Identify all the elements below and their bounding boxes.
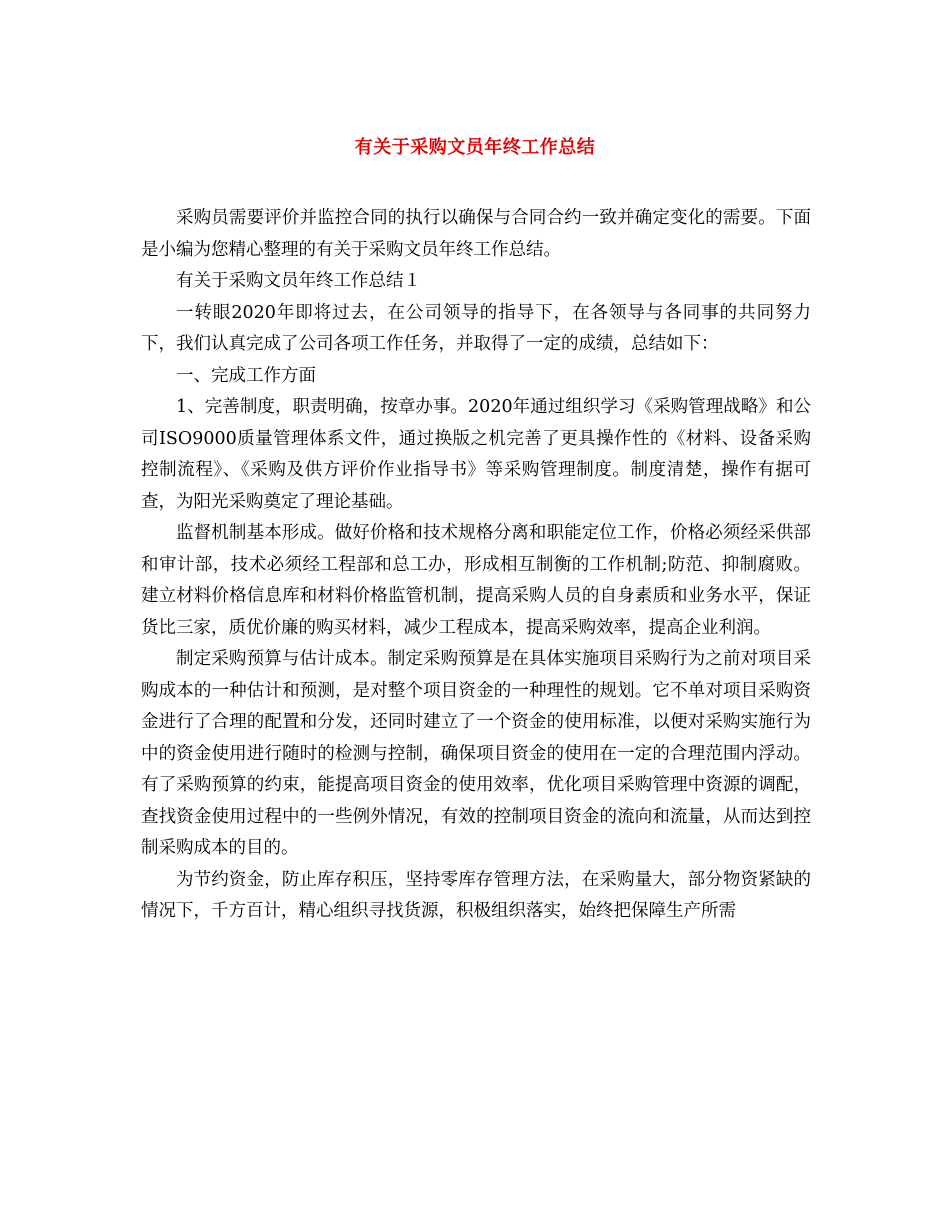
paragraph-inventory: 为节约资金，防止库存积压，坚持零库存管理方法，在采购量大，部分物资紧缺的情况下，千方百计，精心组织寻找货源，积极组织落实，始终把保障生产所需 — [141, 869, 811, 921]
paragraph-intro: 采购员需要评价并监控合同的执行以确保与合同合约一致并确定变化的需要。下面是小编为您精心整理的有关于采购文员年终工作总结。 — [141, 208, 811, 260]
paragraph-system-improvement: 1、完善制度，职责明确，按章办事。2020年通过组织学习《采购管理战略》和公司ISO9000质量管理体系文件，通过换版之机完善了更具操作性的《材料、设备采购控制流程》、《采购及供方评价作业指导书》等采购管理制度。制度清楚，操作有据可查，为阳光采购奠定了理论基础。 — [141, 397, 811, 512]
document-body — [141, 203, 811, 928]
document-title: 有关于采购文员年终工作总结 — [354, 137, 596, 158]
paragraph-subheading: 一、完成工作方面 — [176, 365, 316, 386]
paragraph-section-heading: 有关于采购文员年终工作总结１ — [176, 271, 421, 291]
paragraph-budget: 制定采购预算与估计成本。制定采购预算是在具体实施项目采购行为之前对项目采购成本的一种估计和预测，是对整个项目资金的一种理性的规划。它不单对项目采购资金进行了合理的配置和分发，还同时建立了一个资金的使用标准，以便对采购实施行为中的资金使用进行随时的检测与控制，确保项目资金的使用在一定的合理范围内浮动。有了采购预算的约束，能提高项目资金的使用效率，优化项目采购管理中资源的调配，查找资金使用过程中的一些例外情况，有效的控制项目资金的流向和流量，从而达到控制采购成本的目的。 — [141, 649, 811, 858]
paragraph-supervision: 监督机制基本形成。做好价格和技术规格分离和职能定位工作，价格必须经采供部和审计部，技术必须经工程部和总工办，形成相互制衡的工作机制;防范、抑制腐败。建立材料价格信息库和材料价格监管机制，提高采购人员的自身素质和业务水平，保证货比三家，质优价廉的购买材料，减少工程成本，提高采购效率，提高企业利润。 — [141, 523, 811, 638]
paragraph-opening: 一转眼2020年即将过去，在公司领导的指导下，在各领导与各同事的共同努力下，我们认真完成了公司各项工作任务，并取得了一定的成绩，总结如下： — [141, 302, 811, 354]
